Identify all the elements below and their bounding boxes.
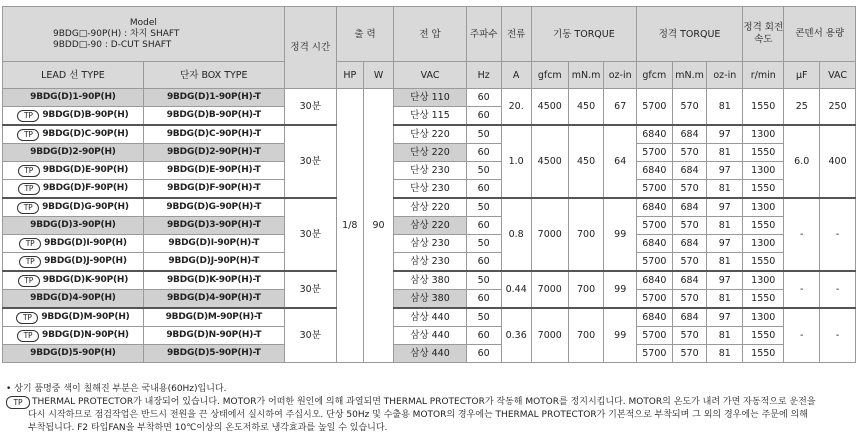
lead-type-label: 9BDG(D)K-90P(H) [42,274,129,285]
rated-torque-mnm: 684 [672,162,707,180]
unit-start-mnm: mN.m [568,62,604,89]
lead-type-label: 9BDG(D)G-90P(H) [42,201,129,212]
table-row [3,162,856,180]
lead-type-label: 9BDG(D)1-90P(H) [30,92,116,102]
rated-torque-ozin: 81 [707,345,743,363]
box-type-model: 9BDG(D)1-90P(H)-T [143,89,284,107]
rated-speed: 1300 [743,125,784,144]
table-row [3,180,856,199]
rating-time-header: 정격 시간 [284,7,336,89]
capacitor-vac: 400 [820,125,856,198]
unit-rated-ozin: oz-in [707,62,743,89]
unit-rmin: r/min [743,62,784,89]
table-row [3,235,856,253]
frequency: 60 [466,345,501,363]
unit-start-gfcm: gfcm [531,62,568,89]
box-type-model: 9BDG(D)F-90P(H)-T [143,180,284,199]
unit-cap-vac: VAC [820,62,856,89]
voltage: 단상 110 [394,89,467,107]
rated-torque-gfcm: 6840 [636,271,672,290]
frequency: 60 [466,290,501,309]
rated-torque-ozin: 81 [707,144,743,162]
voltage: 단상 230 [394,162,467,180]
current: 1.0 [501,125,531,198]
rated-torque-mnm: 570 [672,290,707,309]
lead-type-model [3,308,144,327]
rated-torque-gfcm: 5700 [636,217,672,235]
rating-time: 30분 [284,89,336,126]
rated-torque-ozin: 81 [707,217,743,235]
lead-type-label: 9BDG(D)B-90P(H) [42,109,129,120]
unit-rated-gfcm: gfcm [636,62,672,89]
voltage: 단상 115 [394,107,467,126]
unit-vac: VAC [394,62,467,89]
lead-type-model [3,290,144,309]
lead-type-label: 9BDG(D)M-90P(H) [41,311,130,322]
lead-type-label: 9BDG(D)5-90P(H) [30,348,116,358]
box-type-model: 9BDG(D)N-90P(H)-T [143,327,284,345]
rated-speed: 1300 [743,308,784,327]
rated-torque-gfcm: 5700 [636,345,672,363]
frequency: 60 [466,327,501,345]
unit-uf: μF [784,62,820,89]
frequency: 60 [466,253,501,272]
start-torque-gfcm: 7000 [531,198,568,271]
start-torque-mnm: 700 [568,198,604,271]
tp-icon: TP [19,256,41,268]
voltage: 삼상 230 [394,235,467,253]
table-row [3,345,856,363]
start-torque-mnm: 700 [568,271,604,308]
tp-icon: TP [17,330,39,342]
rated-torque-mnm: 684 [672,308,707,327]
rated-torque-mnm: 570 [672,217,707,235]
lead-type-model [3,327,144,345]
box-type-model: 9BDG(D)B-90P(H)-T [143,107,284,126]
voltage: 단상 230 [394,180,467,199]
tp-icon: TP [6,396,30,409]
rated-torque-ozin: 97 [707,235,743,253]
capacitor-uf: - [784,271,820,308]
capacitor-header: 콘덴서 용량 [784,7,856,62]
rated-speed-header: 정격 회전속도 [743,7,784,62]
start-torque-gfcm: 7000 [531,271,568,308]
rating-time: 30분 [284,198,336,271]
box-type-model: 9BDG(D)C-90P(H)-T [143,125,284,144]
rated-speed: 1550 [743,290,784,309]
lead-type-label: 9BDG(D)E-90P(H) [42,164,129,175]
unit-a: A [501,62,531,89]
frequency-header: 주파수 [466,7,501,62]
rated-torque-gfcm: 5700 [636,290,672,309]
start-torque-ozin: 64 [604,125,637,198]
capacitor-uf: - [784,198,820,271]
lead-type-model [3,235,144,253]
lead-type-label: 9BDG(D)N-90P(H) [42,329,129,340]
rated-speed: 1550 [743,217,784,235]
box-type-model: 9BDG(D)M-90P(H)-T [143,308,284,327]
lead-type-model [3,217,144,235]
current: 0.44 [501,271,531,308]
rated-torque-mnm: 684 [672,235,707,253]
rated-torque-gfcm: 5700 [636,327,672,345]
lead-type-label: 9BDG(D)3-90P(H) [30,220,116,230]
start-torque-ozin: 99 [604,308,637,363]
voltage: 단상 220 [394,125,467,144]
rated-speed: 1550 [743,144,784,162]
model-line-shaft: 9BDG□-90P(H) : 차지 SHAFT [53,28,180,39]
lead-type-label: 9BDG(D)F-90P(H) [42,182,129,193]
rated-torque-ozin: 97 [707,125,743,144]
rated-torque-gfcm: 5700 [636,253,672,272]
voltage: 삼상 380 [394,271,467,290]
start-torque-ozin: 67 [604,89,637,126]
start-torque-header: 기동 TORQUE [531,7,636,62]
tp-icon: TP [17,129,39,141]
rated-torque-ozin: 81 [707,253,743,272]
unit-rated-mnm: mN.m [672,62,707,89]
rating-time: 30분 [284,271,336,308]
voltage: 삼상 380 [394,290,467,309]
table-row [3,253,856,272]
rated-torque-mnm: 570 [672,345,707,363]
rated-torque-mnm: 570 [672,327,707,345]
rated-speed: 1550 [743,180,784,199]
rated-torque-ozin: 97 [707,308,743,327]
current: 20. [501,89,531,126]
output-hp: 1/8 [336,89,363,363]
tp-icon: TP [18,275,40,287]
lead-type-model [3,89,144,107]
box-type-header: 단자 BOX TYPE [143,62,284,89]
rated-torque-gfcm: 5700 [636,89,672,126]
voltage: 삼상 440 [394,327,467,345]
lead-type-label: 9BDG(D)4-90P(H) [30,293,116,303]
rating-time: 30분 [284,125,336,198]
rated-speed: 1300 [743,271,784,290]
rated-speed: 1550 [743,327,784,345]
footnotes [6,383,854,435]
voltage: 삼상 440 [394,308,467,327]
rated-torque-mnm: 570 [672,253,707,272]
rated-speed: 1300 [743,162,784,180]
rated-torque-ozin: 97 [707,198,743,217]
lead-type-model [3,162,144,180]
table-row [3,308,856,327]
lead-type-model [3,198,144,217]
rated-torque-mnm: 684 [672,198,707,217]
output-header: 출 력 [336,7,393,62]
lead-type-model [3,180,144,199]
voltage: 단상 220 [394,144,467,162]
motor-spec-table [2,6,856,363]
rated-torque-gfcm: 5700 [636,144,672,162]
start-torque-mnm: 450 [568,89,604,126]
voltage: 삼상 230 [394,253,467,272]
lead-type-model [3,144,144,162]
rated-torque-ozin: 81 [707,89,743,126]
rated-torque-gfcm: 6840 [636,308,672,327]
table-row [3,271,856,290]
start-torque-mnm: 700 [568,308,604,363]
tp-icon: TP [18,183,40,195]
table-row [3,217,856,235]
box-type-model: 9BDG(D)E-90P(H)-T [143,162,284,180]
note-thermal-protector [6,396,854,409]
start-torque-ozin: 99 [604,271,637,308]
frequency: 50 [466,125,501,144]
rated-torque-mnm: 684 [672,125,707,144]
rated-speed: 1550 [743,89,784,126]
rated-torque-ozin: 81 [707,290,743,309]
rated-torque-ozin: 97 [707,271,743,290]
capacitor-uf: 6.0 [784,125,820,198]
lead-type-label: 9BDG(D)2-90P(H) [30,147,116,157]
voltage: 삼상 220 [394,198,467,217]
unit-start-ozin: oz-in [604,62,637,89]
lead-type-label: 9BDG(D)C-90P(H) [42,128,129,139]
rated-torque-gfcm: 5700 [636,180,672,199]
model-title: Model [129,17,157,28]
rated-torque-mnm: 570 [672,144,707,162]
box-type-model: 9BDG(D)3-90P(H)-T [143,217,284,235]
table-row [3,89,856,107]
current: 0.36 [501,308,531,363]
rating-time: 30분 [284,308,336,363]
box-type-model: 9BDG(D)5-90P(H)-T [143,345,284,363]
rated-torque-ozin: 81 [707,327,743,345]
output-w: 90 [363,89,393,363]
capacitor-uf: - [784,308,820,363]
box-type-model: 9BDG(D)K-90P(H)-T [143,271,284,290]
tp-icon: TP [17,110,39,122]
current-header: 전류 [501,7,531,62]
tp-icon: TP [18,165,40,177]
capacitor-vac: - [820,271,856,308]
rated-speed: 1550 [743,253,784,272]
voltage: 삼상 220 [394,217,467,235]
rated-torque-header: 정격 TORQUE [636,7,742,62]
box-type-model: 9BDG(D)4-90P(H)-T [143,290,284,309]
box-type-model: 9BDG(D)G-90P(H)-T [143,198,284,217]
rated-torque-mnm: 684 [672,271,707,290]
table-row [3,327,856,345]
tp-icon: TP [16,312,38,324]
spec-table-body [3,89,856,363]
rated-torque-gfcm: 6840 [636,235,672,253]
frequency: 60 [466,217,501,235]
rated-torque-mnm: 570 [672,180,707,199]
note-thermal-text-3: 부착됩니다. F2 타입FAN을 부착하면 10℃이상의 온도저하로 냉각효과를 높일 수 있습니다. [28,423,388,433]
model-line-dcut: 9BDD□-90 : D-CUT SHAFT [53,39,172,50]
start-torque-gfcm: 4500 [531,89,568,126]
rated-torque-ozin: 81 [707,180,743,199]
frequency: 60 [466,89,501,107]
frequency: 60 [466,180,501,199]
unit-hz: Hz [466,62,501,89]
box-type-model: 9BDG(D)J-90P(H)-T [143,253,284,272]
lead-type-header: LEAD 선 TYPE [3,62,144,89]
frequency: 60 [466,144,501,162]
note-domestic: • 상기 품명중 색이 칠해진 부분은 국내용(60Hz)입니다. [6,384,227,394]
start-torque-mnm: 450 [568,125,604,198]
start-torque-ozin: 99 [604,198,637,271]
lead-type-model [3,107,144,126]
unit-w: W [363,62,393,89]
tp-icon: TP [17,202,39,214]
frequency: 50 [466,235,501,253]
lead-type-model [3,253,144,272]
lead-type-label: 9BDG(D)J-90P(H) [44,255,127,266]
model-header [3,7,285,62]
frequency: 50 [466,198,501,217]
frequency: 50 [466,162,501,180]
frequency: 50 [466,271,501,290]
table-row [3,290,856,309]
unit-hp: HP [336,62,363,89]
rated-torque-gfcm: 6840 [636,162,672,180]
start-torque-gfcm: 4500 [531,125,568,198]
rated-speed: 1550 [743,345,784,363]
note-thermal-text: THERMAL PROTECTOR가 내장되어 있습니다. MOTOR가 어떠한 원인에 의해 과열되면 THERMAL PROTECTOR가 작동해 MOTOR를 정지시킵니다. MOTOR의 온도가 내려 가면 자동적으로 운전을 [32,397,816,407]
voltage-header: 전 압 [394,7,467,62]
table-row [3,144,856,162]
start-torque-gfcm: 7000 [531,308,568,363]
rated-torque-gfcm: 6840 [636,125,672,144]
rated-torque-mnm: 570 [672,89,707,126]
frequency: 50 [466,308,501,327]
rated-speed: 1300 [743,235,784,253]
lead-type-model [3,125,144,144]
note-thermal-text-2: 다시 시작하므로 점검작업은 반드시 전원을 끈 상태에서 실시하여 주십시오. 단상 50Hz 및 수출용 MOTOR의 경우에는 THERMAL PROTECTOR가 기본적으로 부착되며 그 외의 경우에는 주문에 의해 [28,410,808,420]
table-row [3,125,856,144]
capacitor-vac: - [820,198,856,271]
rated-speed: 1300 [743,198,784,217]
capacitor-vac: - [820,308,856,363]
rated-torque-gfcm: 6840 [636,198,672,217]
lead-type-model [3,271,144,290]
lead-type-label: 9BDG(D)I-90P(H) [44,237,127,248]
box-type-model: 9BDG(D)2-90P(H)-T [143,144,284,162]
current: 0.8 [501,198,531,271]
tp-icon: TP [19,238,41,250]
box-type-model: 9BDG(D)I-90P(H)-T [143,235,284,253]
capacitor-uf: 25 [784,89,820,126]
frequency: 60 [466,107,501,126]
lead-type-model [3,345,144,363]
capacitor-vac: 250 [820,89,856,126]
table-row [3,198,856,217]
voltage: 삼상 440 [394,345,467,363]
rated-torque-ozin: 97 [707,162,743,180]
